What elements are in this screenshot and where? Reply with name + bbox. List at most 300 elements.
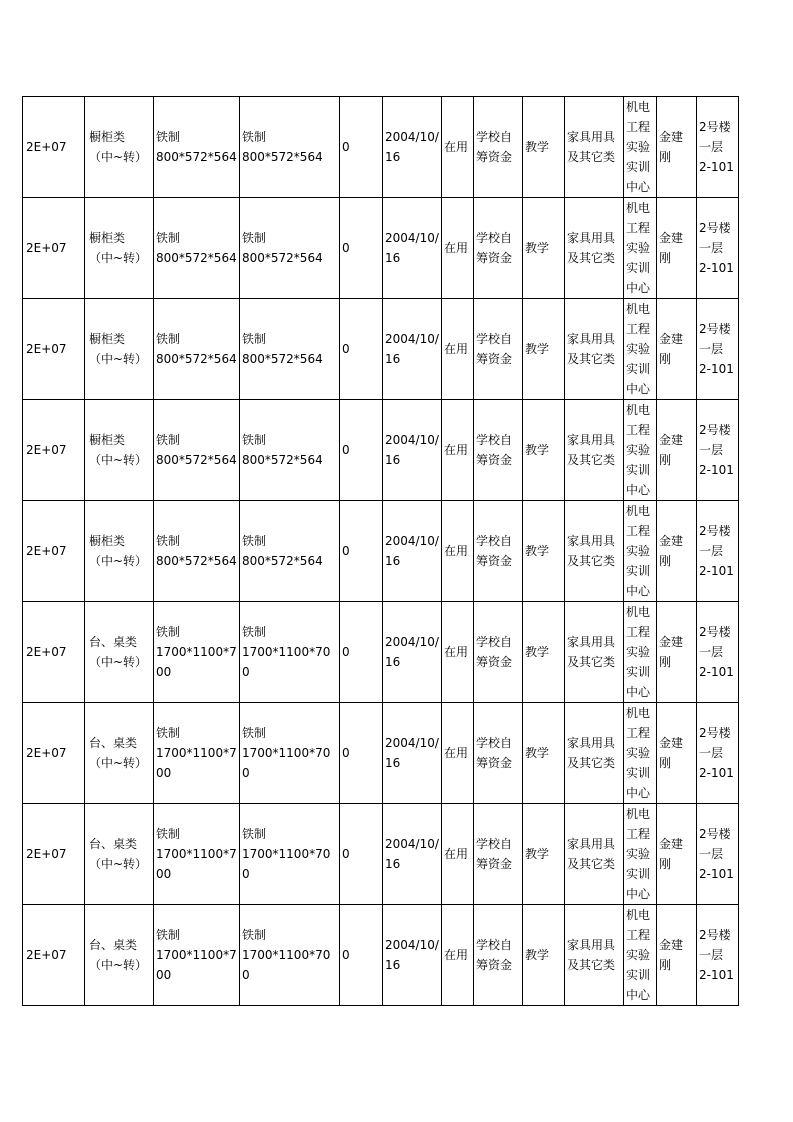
cell-line: 橱柜类 <box>89 433 126 447</box>
cell-line: 及其它类 <box>567 453 616 467</box>
model-spec-cell <box>240 602 340 703</box>
cell-line: 1700*1100*700 <box>242 948 331 982</box>
quantity-cell: 0 <box>340 299 383 400</box>
cell-line: 金建 <box>659 635 684 649</box>
usage-cell: 教学 <box>523 400 565 501</box>
cell-line: 家具用具 <box>567 635 616 649</box>
department-cell <box>624 97 657 198</box>
cell-line: 中心 <box>626 180 651 194</box>
cell-line: 实验 <box>626 645 651 659</box>
cell-line: 工程 <box>626 726 651 740</box>
cell-line: 橱柜类 <box>89 231 126 245</box>
location-cell <box>697 804 739 905</box>
usage-cell: 教学 <box>523 97 565 198</box>
cell-line: 铁制 <box>156 433 181 447</box>
quantity-cell: 0 <box>340 804 383 905</box>
purchase-date-cell <box>383 703 442 804</box>
cell-line: 实验 <box>626 948 651 962</box>
category-cell <box>85 501 154 602</box>
custodian-cell <box>657 97 697 198</box>
cell-line: 2号楼 <box>699 423 731 437</box>
cell-line: 2-101 <box>699 463 734 477</box>
asset-number-cell: 2E+07 <box>23 400 85 501</box>
cell-line: 1700*1100*7 <box>156 948 237 962</box>
cell-line: 1700*1100*700 <box>242 746 331 780</box>
cell-line: 2号楼 <box>699 322 731 336</box>
cell-line: 一层 <box>699 443 724 457</box>
cell-line: 2004/10/ <box>385 736 439 750</box>
cell-line: 金建 <box>659 938 684 952</box>
custodian-cell <box>657 905 697 1006</box>
cell-line: 筹资金 <box>476 857 513 871</box>
quantity-cell: 0 <box>340 703 383 804</box>
cell-line: 铁制 <box>242 332 267 346</box>
cell-line: 学校自 <box>476 433 513 447</box>
cell-line: 2号楼 <box>699 524 731 538</box>
cell-line: 机电 <box>626 605 651 619</box>
cell-line: （中~转） <box>89 857 148 871</box>
asset-type-cell <box>565 299 624 400</box>
cell-line: 2-101 <box>699 564 734 578</box>
cell-line: 16 <box>385 453 401 467</box>
cell-line: 2004/10/ <box>385 231 439 245</box>
cell-line: 1700*1100*700 <box>242 847 331 881</box>
cell-line: 16 <box>385 554 401 568</box>
cell-line: 实验 <box>626 746 651 760</box>
cell-line: 及其它类 <box>567 150 616 164</box>
usage-cell: 教学 <box>523 198 565 299</box>
cell-line: 2004/10/ <box>385 635 439 649</box>
cell-line: 中心 <box>626 584 651 598</box>
cell-line: 学校自 <box>476 130 513 144</box>
cell-line: 橱柜类 <box>89 130 126 144</box>
cell-line: 橱柜类 <box>89 534 126 548</box>
cell-line: 一层 <box>699 342 724 356</box>
cell-line: 一层 <box>699 241 724 255</box>
cell-line: 2-101 <box>699 968 734 982</box>
cell-line: 学校自 <box>476 635 513 649</box>
cell-line: 铁制 <box>242 534 267 548</box>
asset-number-cell: 2E+07 <box>23 804 85 905</box>
cell-line: 2004/10/ <box>385 938 439 952</box>
cell-line: 学校自 <box>476 837 513 851</box>
location-cell <box>697 905 739 1006</box>
asset-type-cell <box>565 804 624 905</box>
cell-line: 2004/10/ <box>385 332 439 346</box>
location-cell <box>697 97 739 198</box>
cell-line: 家具用具 <box>567 130 616 144</box>
cell-line: 中心 <box>626 281 651 295</box>
table-row <box>23 299 739 400</box>
asset-type-cell <box>565 905 624 1006</box>
cell-line: 学校自 <box>476 332 513 346</box>
cell-line: 800*572*564 <box>242 150 323 164</box>
cell-line: 工程 <box>626 221 651 235</box>
status-cell: 在用 <box>442 97 474 198</box>
custodian-cell <box>657 299 697 400</box>
name-spec-cell <box>154 905 240 1006</box>
cell-line: 实验 <box>626 342 651 356</box>
name-spec-cell <box>154 198 240 299</box>
cell-line: 及其它类 <box>567 554 616 568</box>
model-spec-cell <box>240 703 340 804</box>
quantity-cell: 0 <box>340 400 383 501</box>
cell-line: 800*572*564 <box>156 251 237 265</box>
cell-line: 筹资金 <box>476 554 513 568</box>
purchase-date-cell <box>383 905 442 1006</box>
category-cell <box>85 400 154 501</box>
cell-line: 机电 <box>626 100 651 114</box>
asset-number-cell: 2E+07 <box>23 602 85 703</box>
cell-line: 2-101 <box>699 867 734 881</box>
name-spec-cell <box>154 703 240 804</box>
cell-line: 中心 <box>626 685 651 699</box>
usage-cell: 教学 <box>523 905 565 1006</box>
cell-line: 实训 <box>626 463 651 477</box>
cell-line: 一层 <box>699 746 724 760</box>
cell-line: 铁制 <box>156 625 181 639</box>
cell-line: 工程 <box>626 322 651 336</box>
cell-line: 16 <box>385 655 401 669</box>
table-row <box>23 198 739 299</box>
cell-line: 00 <box>156 867 172 881</box>
cell-line: 800*572*564 <box>242 554 323 568</box>
purchase-date-cell <box>383 97 442 198</box>
cell-line: 实验 <box>626 544 651 558</box>
cell-line: 家具用具 <box>567 837 616 851</box>
cell-line: 2-101 <box>699 665 734 679</box>
quantity-cell: 0 <box>340 97 383 198</box>
funding-source-cell <box>474 400 523 501</box>
cell-line: 刚 <box>659 251 672 265</box>
cell-line: 1700*1100*7 <box>156 746 237 760</box>
cell-line: 刚 <box>659 150 672 164</box>
asset-type-cell <box>565 400 624 501</box>
table-row <box>23 400 739 501</box>
cell-line: 金建 <box>659 736 684 750</box>
cell-line: 实训 <box>626 261 651 275</box>
cell-line: 金建 <box>659 433 684 447</box>
cell-line: 机电 <box>626 908 651 922</box>
cell-line: 橱柜类 <box>89 332 126 346</box>
cell-line: 铁制 <box>156 827 181 841</box>
purchase-date-cell <box>383 602 442 703</box>
cell-line: 工程 <box>626 827 651 841</box>
cell-line: 家具用具 <box>567 231 616 245</box>
funding-source-cell <box>474 198 523 299</box>
department-cell <box>624 400 657 501</box>
cell-line: 筹资金 <box>476 251 513 265</box>
cell-line: 一层 <box>699 847 724 861</box>
department-cell <box>624 905 657 1006</box>
usage-cell: 教学 <box>523 804 565 905</box>
cell-line: 16 <box>385 958 401 972</box>
cell-line: 铁制 <box>156 130 181 144</box>
funding-source-cell <box>474 602 523 703</box>
table-row <box>23 905 739 1006</box>
name-spec-cell <box>154 299 240 400</box>
cell-line: 2004/10/ <box>385 837 439 851</box>
cell-line: 家具用具 <box>567 332 616 346</box>
funding-source-cell <box>474 501 523 602</box>
status-cell: 在用 <box>442 400 474 501</box>
name-spec-cell <box>154 400 240 501</box>
cell-line: （中~转） <box>89 554 148 568</box>
funding-source-cell <box>474 804 523 905</box>
location-cell <box>697 602 739 703</box>
cell-line: 家具用具 <box>567 534 616 548</box>
usage-cell: 教学 <box>523 703 565 804</box>
asset-table <box>22 96 739 1006</box>
cell-line: 2号楼 <box>699 120 731 134</box>
usage-cell: 教学 <box>523 602 565 703</box>
cell-line: 金建 <box>659 332 684 346</box>
cell-line: 2号楼 <box>699 827 731 841</box>
name-spec-cell <box>154 602 240 703</box>
purchase-date-cell <box>383 804 442 905</box>
cell-line: （中~转） <box>89 453 148 467</box>
asset-type-cell <box>565 703 624 804</box>
cell-line: 学校自 <box>476 231 513 245</box>
cell-line: 中心 <box>626 988 651 1002</box>
model-spec-cell <box>240 198 340 299</box>
cell-line: 工程 <box>626 928 651 942</box>
usage-cell: 教学 <box>523 501 565 602</box>
asset-register-sheet <box>22 96 738 1002</box>
purchase-date-cell <box>383 299 442 400</box>
cell-line: 16 <box>385 251 401 265</box>
category-cell <box>85 703 154 804</box>
cell-line: 实验 <box>626 443 651 457</box>
purchase-date-cell <box>383 501 442 602</box>
cell-line: 机电 <box>626 201 651 215</box>
name-spec-cell <box>154 501 240 602</box>
cell-line: 铁制 <box>242 726 267 740</box>
cell-line: 2号楼 <box>699 625 731 639</box>
cell-line: 及其它类 <box>567 655 616 669</box>
cell-line: 学校自 <box>476 938 513 952</box>
model-spec-cell <box>240 299 340 400</box>
cell-line: 机电 <box>626 504 651 518</box>
cell-line: 工程 <box>626 524 651 538</box>
cell-line: 800*572*564 <box>156 352 237 366</box>
cell-line: 中心 <box>626 786 651 800</box>
cell-line: 学校自 <box>476 736 513 750</box>
cell-line: 2-101 <box>699 160 734 174</box>
cell-line: 及其它类 <box>567 857 616 871</box>
cell-line: 工程 <box>626 120 651 134</box>
custodian-cell <box>657 602 697 703</box>
cell-line: 1700*1100*7 <box>156 847 237 861</box>
department-cell <box>624 703 657 804</box>
cell-line: 800*572*564 <box>156 554 237 568</box>
category-cell <box>85 97 154 198</box>
status-cell: 在用 <box>442 501 474 602</box>
cell-line: 金建 <box>659 534 684 548</box>
cell-line: 工程 <box>626 423 651 437</box>
table-row <box>23 97 739 198</box>
status-cell: 在用 <box>442 905 474 1006</box>
cell-line: 一层 <box>699 544 724 558</box>
asset-type-cell <box>565 97 624 198</box>
cell-line: 16 <box>385 857 401 871</box>
cell-line: 800*572*564 <box>156 150 237 164</box>
name-spec-cell <box>154 97 240 198</box>
cell-line: 实训 <box>626 362 651 376</box>
cell-line: 16 <box>385 756 401 770</box>
cell-line: （中~转） <box>89 756 148 770</box>
department-cell <box>624 804 657 905</box>
cell-line: 2004/10/ <box>385 433 439 447</box>
category-cell <box>85 198 154 299</box>
cell-line: 800*572*564 <box>242 251 323 265</box>
asset-type-cell <box>565 501 624 602</box>
asset-number-cell: 2E+07 <box>23 703 85 804</box>
cell-line: （中~转） <box>89 655 148 669</box>
cell-line: 刚 <box>659 958 672 972</box>
cell-line: 铁制 <box>242 928 267 942</box>
cell-line: 机电 <box>626 807 651 821</box>
cell-line: 铁制 <box>156 726 181 740</box>
asset-type-cell <box>565 602 624 703</box>
cell-line: 刚 <box>659 352 672 366</box>
cell-line: 刚 <box>659 857 672 871</box>
cell-line: 金建 <box>659 231 684 245</box>
cell-line: 实训 <box>626 665 651 679</box>
cell-line: 筹资金 <box>476 150 513 164</box>
table-body <box>23 97 739 1006</box>
funding-source-cell <box>474 97 523 198</box>
purchase-date-cell <box>383 400 442 501</box>
asset-number-cell: 2E+07 <box>23 501 85 602</box>
cell-line: 2004/10/ <box>385 130 439 144</box>
cell-line: 铁制 <box>242 433 267 447</box>
cell-line: 家具用具 <box>567 736 616 750</box>
asset-number-cell: 2E+07 <box>23 905 85 1006</box>
cell-line: 实训 <box>626 766 651 780</box>
asset-type-cell <box>565 198 624 299</box>
cell-line: 2号楼 <box>699 221 731 235</box>
cell-line: 1700*1100*700 <box>242 645 331 679</box>
cell-line: 一层 <box>699 645 724 659</box>
quantity-cell: 0 <box>340 602 383 703</box>
cell-line: 2-101 <box>699 362 734 376</box>
cell-line: 铁制 <box>156 231 181 245</box>
cell-line: 及其它类 <box>567 251 616 265</box>
cell-line: 家具用具 <box>567 433 616 447</box>
status-cell: 在用 <box>442 299 474 400</box>
cell-line: 金建 <box>659 130 684 144</box>
cell-line: （中~转） <box>89 251 148 265</box>
cell-line: 实验 <box>626 847 651 861</box>
cell-line: 筹资金 <box>476 352 513 366</box>
name-spec-cell <box>154 804 240 905</box>
cell-line: 铁制 <box>156 332 181 346</box>
cell-line: 铁制 <box>156 534 181 548</box>
cell-line: 实训 <box>626 160 651 174</box>
location-cell <box>697 299 739 400</box>
cell-line: 铁制 <box>242 130 267 144</box>
funding-source-cell <box>474 703 523 804</box>
cell-line: 台、桌类 <box>89 635 138 649</box>
cell-line: 中心 <box>626 483 651 497</box>
cell-line: 机电 <box>626 302 651 316</box>
cell-line: 铁制 <box>242 625 267 639</box>
cell-line: 刚 <box>659 554 672 568</box>
cell-line: 1700*1100*7 <box>156 645 237 659</box>
location-cell <box>697 198 739 299</box>
cell-line: 2号楼 <box>699 726 731 740</box>
category-cell <box>85 299 154 400</box>
cell-line: 学校自 <box>476 534 513 548</box>
category-cell <box>85 905 154 1006</box>
status-cell: 在用 <box>442 198 474 299</box>
cell-line: 800*572*564 <box>242 453 323 467</box>
location-cell <box>697 400 739 501</box>
category-cell <box>85 602 154 703</box>
cell-line: 16 <box>385 352 401 366</box>
cell-line: 800*572*564 <box>156 453 237 467</box>
model-spec-cell <box>240 501 340 602</box>
cell-line: 筹资金 <box>476 958 513 972</box>
cell-line: 一层 <box>699 140 724 154</box>
custodian-cell <box>657 198 697 299</box>
department-cell <box>624 299 657 400</box>
cell-line: 实训 <box>626 867 651 881</box>
cell-line: 2004/10/ <box>385 534 439 548</box>
cell-line: 铁制 <box>242 827 267 841</box>
cell-line: 台、桌类 <box>89 837 138 851</box>
cell-line: 实验 <box>626 140 651 154</box>
category-cell <box>85 804 154 905</box>
table-row <box>23 703 739 804</box>
asset-number-cell: 2E+07 <box>23 299 85 400</box>
table-row <box>23 602 739 703</box>
cell-line: 实训 <box>626 564 651 578</box>
cell-line: 2-101 <box>699 766 734 780</box>
cell-line: 中心 <box>626 382 651 396</box>
department-cell <box>624 198 657 299</box>
purchase-date-cell <box>383 198 442 299</box>
status-cell: 在用 <box>442 804 474 905</box>
cell-line: 800*572*564 <box>242 352 323 366</box>
cell-line: 实训 <box>626 968 651 982</box>
custodian-cell <box>657 400 697 501</box>
cell-line: 家具用具 <box>567 938 616 952</box>
cell-line: 机电 <box>626 403 651 417</box>
cell-line: 筹资金 <box>476 453 513 467</box>
cell-line: （中~转） <box>89 150 148 164</box>
cell-line: 筹资金 <box>476 655 513 669</box>
custodian-cell <box>657 703 697 804</box>
funding-source-cell <box>474 905 523 1006</box>
usage-cell: 教学 <box>523 299 565 400</box>
cell-line: 刚 <box>659 756 672 770</box>
cell-line: 及其它类 <box>567 958 616 972</box>
cell-line: 实验 <box>626 241 651 255</box>
department-cell <box>624 501 657 602</box>
table-row <box>23 501 739 602</box>
quantity-cell: 0 <box>340 905 383 1006</box>
cell-line: 00 <box>156 968 172 982</box>
quantity-cell: 0 <box>340 198 383 299</box>
cell-line: 铁制 <box>156 928 181 942</box>
model-spec-cell <box>240 400 340 501</box>
cell-line: 刚 <box>659 655 672 669</box>
model-spec-cell <box>240 804 340 905</box>
cell-line: 00 <box>156 766 172 780</box>
cell-line: 台、桌类 <box>89 736 138 750</box>
